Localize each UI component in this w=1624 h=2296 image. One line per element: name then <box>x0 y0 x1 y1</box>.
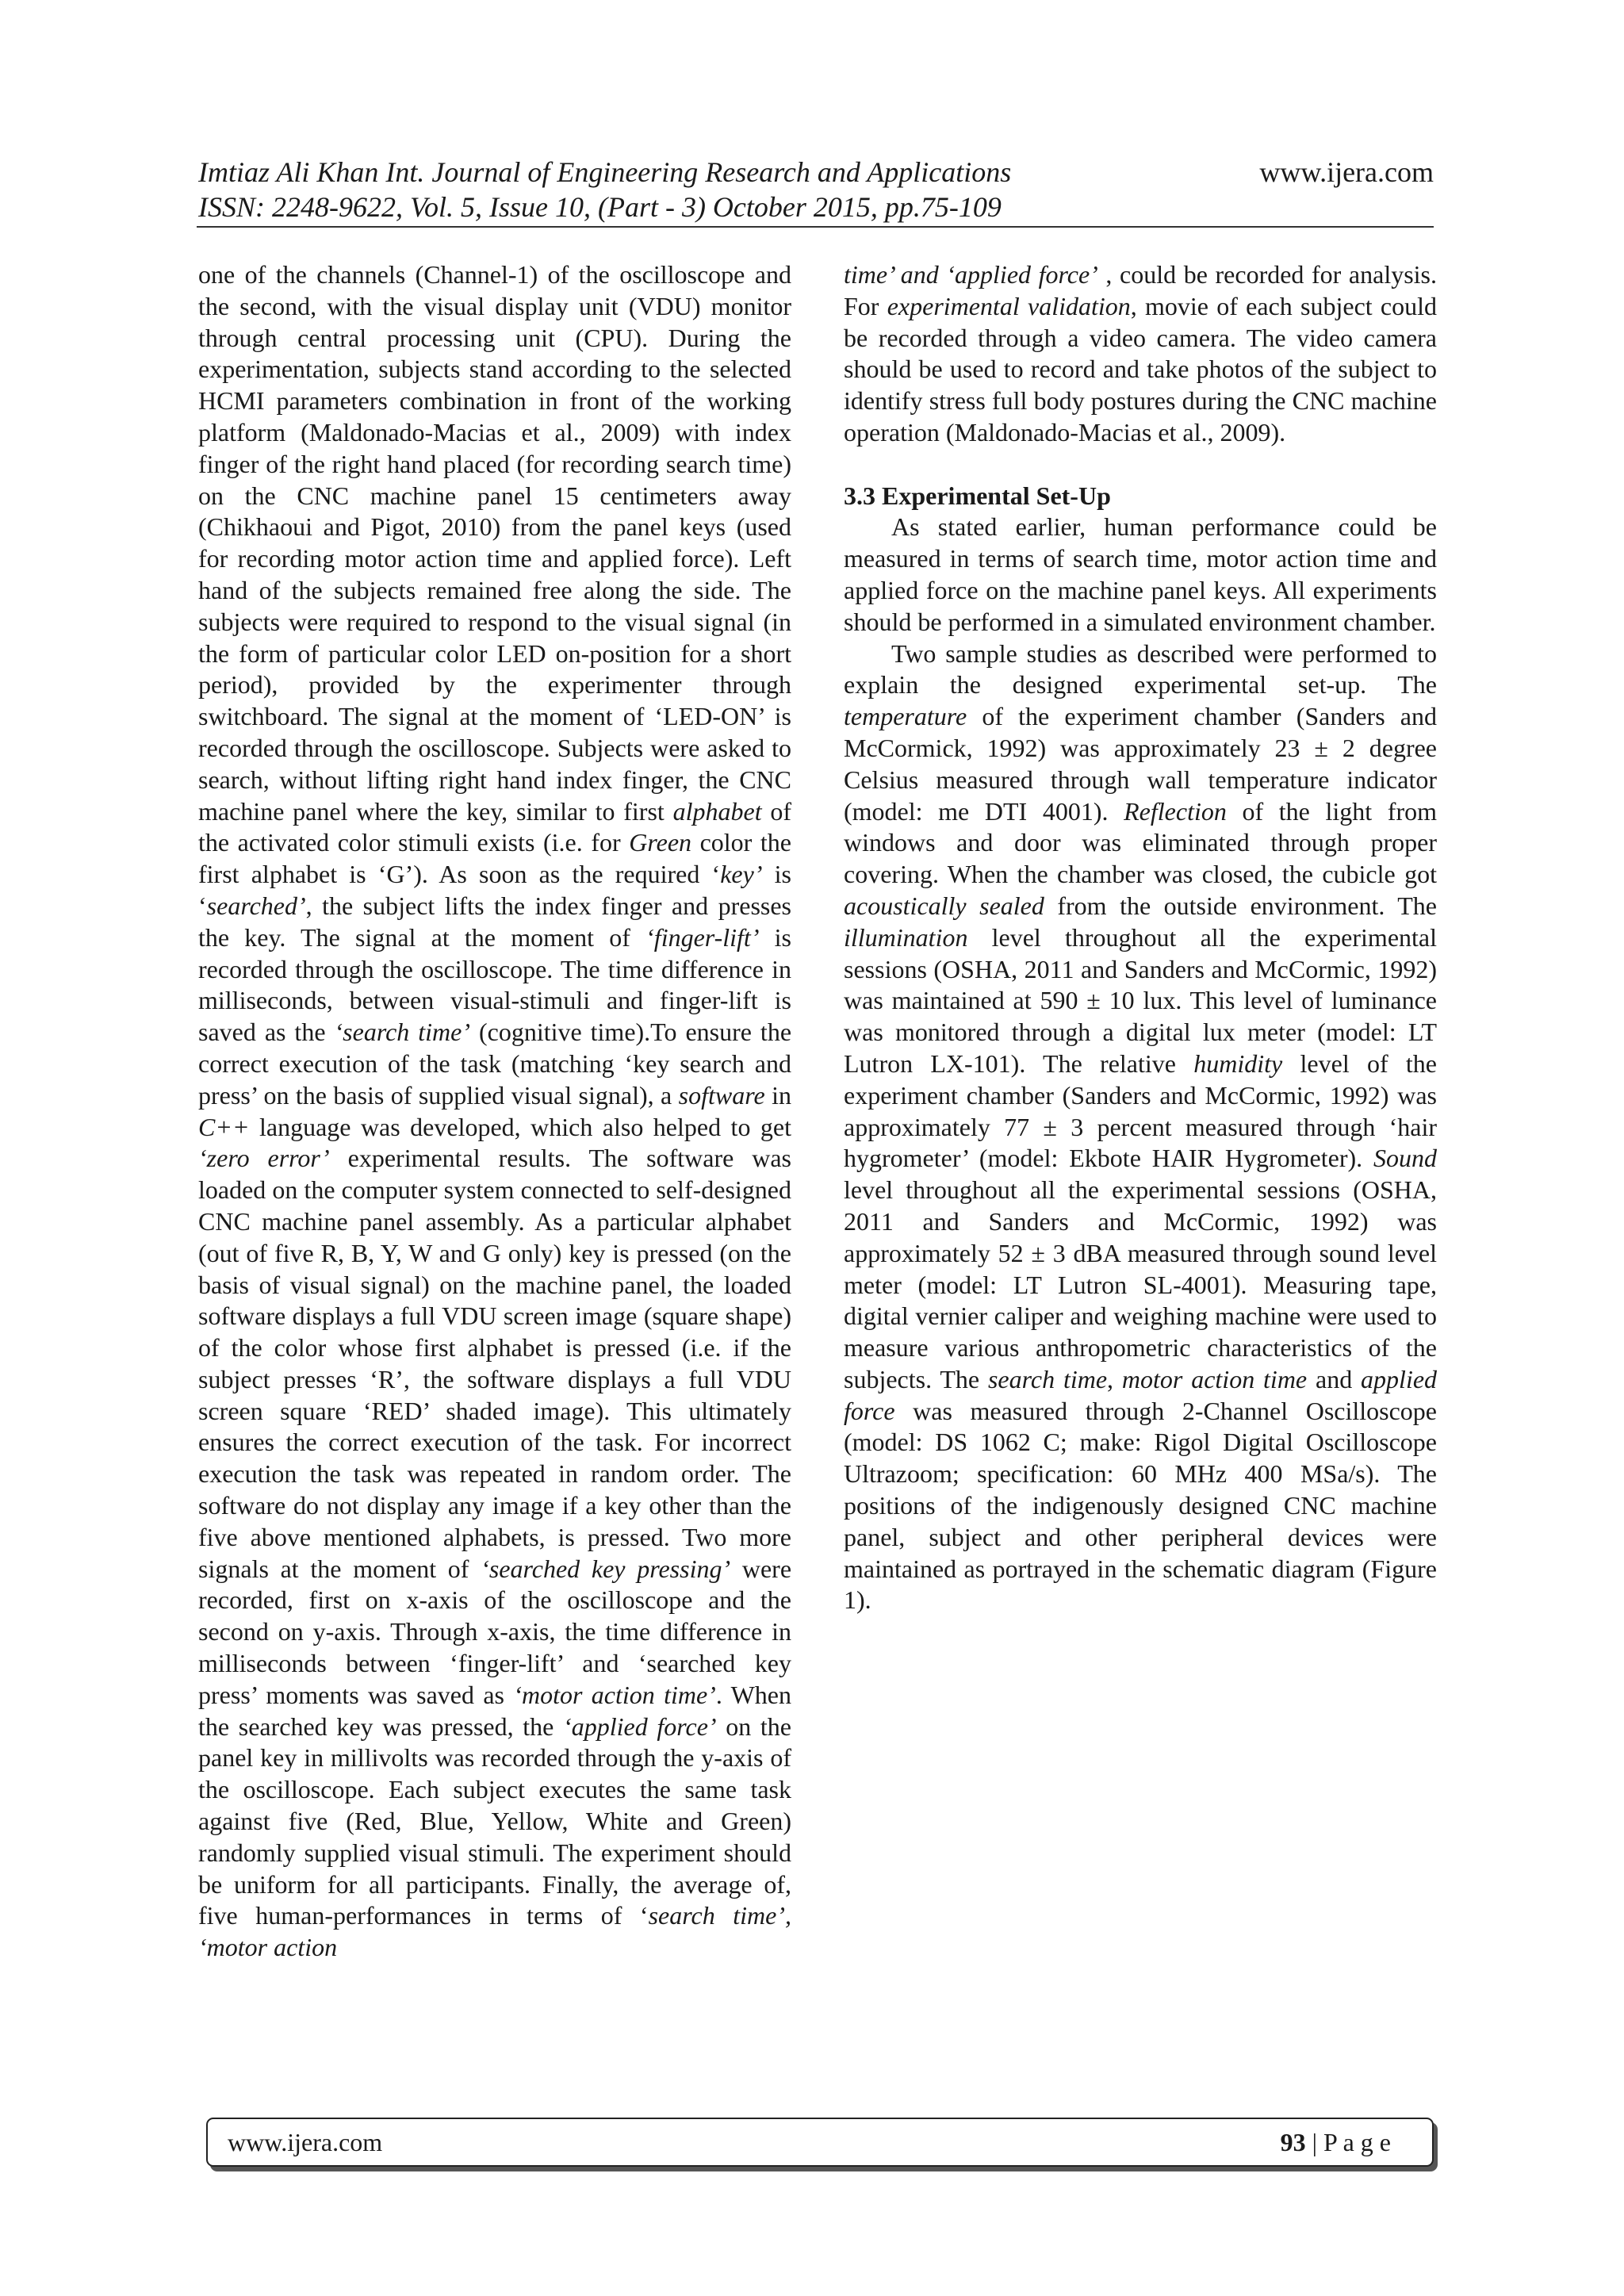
page-number-value: 93 <box>1280 2127 1306 2156</box>
italic-run: experimental validation <box>887 291 1131 320</box>
italic-run: motor action time <box>1121 1364 1308 1393</box>
text-run: level throughout all the experimental sessions (OSHA, 2011 and Sanders and McCormic, 1992) was approximately 52 ± 3 dBA measured through sound level meter (model: LT Lutron SL-4001). Measuring tape, digital vernier caliper and weighing machine were used to measure various anthropometric characteristics of the subjects. The <box>844 1175 1437 1393</box>
italic-run: searched’ <box>206 891 306 920</box>
italic-run: Sound <box>1373 1144 1437 1173</box>
header-divider <box>197 226 1434 228</box>
italic-run: alphabet <box>672 796 762 826</box>
right-paragraph-2 <box>844 512 1437 638</box>
italic-run: time’ and ‘applied force’ <box>844 260 1098 289</box>
text-run: was measured through 2-Channel Oscilloscope (model: DS 1062 C; make: Rigol Digital Oscilloscope Ultrazoom; specification: 60 MHz 400 MSa/s). The positions of the indigenously designed CNC machine panel, subject and other peripheral devices were maintained as portrayed in the schematic diagram (Figure 1). <box>844 1396 1437 1615</box>
page-footer <box>206 2118 1434 2167</box>
text-run: As stated earlier, human performance could be measured in terms of search time, motor action time and applied force on the machine panel keys. All experiments should be performed in a simulated environment chamber. <box>844 512 1437 636</box>
section-heading: 3.3 Experimental Set-Up <box>844 481 1111 510</box>
text-run: color the first alphabet is ‘G’). As soon as the required ‘ <box>198 828 792 889</box>
italic-run: C++ <box>198 1112 250 1141</box>
italic-run: ‘finger-lift’ <box>645 922 760 952</box>
text-run: of the experiment chamber (Sanders and McCormick, 1992) was approximately 23 ± 2 degree Celsius measured through wall temperature indicator (model: me DTI 4001). <box>844 702 1437 826</box>
text-run: in <box>764 1080 792 1110</box>
italic-run: applied force <box>844 1364 1438 1425</box>
italic-run: search time <box>987 1364 1108 1393</box>
left-paragraph <box>198 259 791 1964</box>
text-run: language was developed, which also helped to get <box>249 1112 791 1141</box>
italic-run: key’ <box>720 860 763 889</box>
left-column <box>198 259 791 1964</box>
italic-run: acoustically sealed <box>844 891 1044 920</box>
italic-run: ‘searched key pressing’ <box>481 1554 731 1583</box>
text-run: were recorded, first on x-axis of the oscilloscope and the second on y-axis. Through x-axis, the time difference in milliseconds between ‘finger-lift’ and ‘searched key press’ moments was saved as <box>198 1554 792 1709</box>
text-run: is recorded through the oscilloscope. The time difference in milliseconds, between visual-stimuli and finger-lift is saved as the <box>198 922 792 1047</box>
journal-citation-line: Imtiaz Ali Khan Int. Journal of Engineering Research and Applications <box>198 156 1012 188</box>
header-website: www.ijera.com <box>1259 156 1434 188</box>
italic-run: ‘applied force’ <box>563 1711 717 1741</box>
right-paragraph-3 <box>844 638 1437 1617</box>
italic-run: software <box>678 1080 765 1110</box>
text-run: and <box>1307 1364 1362 1393</box>
text-run: of the activated color stimuli exists (i.e. for <box>198 796 792 857</box>
text-run: Two sample studies as described were performed to explain the designed experimental set-up. The <box>844 638 1437 700</box>
right-paragraph-1 <box>844 259 1437 449</box>
italic-run: search time’, ‘motor action <box>198 1901 792 1962</box>
italic-run: ‘search time’ <box>334 1018 470 1047</box>
text-run: level throughout all the experimental sessions (OSHA, 2011 and Sanders and McCormic, 1992) was maintained at 590 ± 10 lux. This level of luminance was monitored through a digital lux meter (model: LT Lutron LX-101). The relative <box>844 922 1437 1078</box>
italic-run: ‘zero error’ <box>198 1144 330 1173</box>
text-run: of the light from windows and door was eliminated through proper covering. When the chamber was closed, the cubicle got <box>844 796 1437 889</box>
journal-header <box>198 155 1011 224</box>
page-label: | P a g e <box>1305 2127 1391 2156</box>
italic-run: humidity <box>1193 1048 1283 1078</box>
journal-issn-line: ISSN: 2248-9622, Vol. 5, Issue 10, (Part - 3) October 2015, pp.75-109 <box>198 191 1002 223</box>
text-run: , the subject lifts the index finger and presses the key. The signal at the moment of <box>198 891 791 952</box>
text-run: level of the experiment chamber (Sanders and McCormic, 1992) was approximately 77 ± 3 percent measured through ‘hair hygrometer’ (model: Ekbote HAIR Hygrometer). <box>844 1048 1438 1173</box>
footer-website: www.ijera.com <box>228 2127 383 2156</box>
text-run: from the outside environment. The <box>1044 891 1438 920</box>
italic-run: Green <box>629 828 692 857</box>
text-run: one of the channels (Channel-1) of the oscilloscope and the second, with the visual display unit (VDU) monitor through central processing unit (CPU). During the experimentation, subjects stand according to the selected HCMI parameters combination in front of the working platform (Maldonado-Macias et al., 2009) with index finger of the right hand placed (for recording search time) on the CNC machine panel 15 centimeters away (Chikhaoui and Pigot, 2010) from the panel keys (used for recording motor action time and applied force). Left hand of the subjects remained free along the side. The subjects were required to respond to the visual signal (in the form of particular color LED on-position for a short period), provided by the experimenter through switchboard. The signal at the moment of ‘LED-ON’ is recorded through the oscilloscope. Subjects were asked to search, without lifting right hand index finger, the CNC machine panel where the key, similar to first <box>198 260 791 826</box>
text-run: (cognitive time).To ensure the correct execution of the task (matching ‘key search and press’ on the basis of supplied visual signal), a <box>198 1018 792 1110</box>
text-run: experimental results. The software was loaded on the computer system connected to self-designed CNC machine panel assembly. As a particular alphabet (out of five R, B, Y, W and G only) key is pressed (on the basis of visual signal) on the machine panel, the loaded software displays a full VDU screen image (square shape) of the color whose first alphabet is pressed (i.e. if the subject presses ‘R’, the software displays a full VDU screen square ‘RED’ shaded image). This ultimately ensures the correct execution of the task. For incorrect execution the task was repeated in random order. The software do not display any image if a key other than the five above mentioned alphabets, is pressed. Two more signals at the moment of <box>198 1144 792 1583</box>
text-run: on the panel key in millivolts was recorded through the y-axis of the oscilloscope. Each subject executes the same task against five (Red, Blue, Yellow, White and Green) randomly supplied visual stimuli. The experiment should be uniform for all participants. Finally, the average of, five human-performances in terms of ‘ <box>198 1711 792 1930</box>
text-run: is ‘ <box>198 860 792 920</box>
text-run: , movie of each subject could be recorded through a video camera. The video camera should be used to record and take photos of the subject to identify stress full body postures during the CNC machine operation (Maldonado-Macias et al., 2009). <box>844 291 1437 447</box>
text-run: , could be recorded for analysis. For <box>844 260 1438 320</box>
text-run: , <box>1107 1364 1122 1393</box>
text-run: . When the searched key was pressed, the <box>198 1680 792 1741</box>
italic-run: Reflection <box>1124 796 1227 826</box>
right-column <box>844 259 1437 1616</box>
italic-run: illumination <box>844 922 968 952</box>
italic-run: temperature <box>844 702 967 731</box>
italic-run: ‘motor action time’ <box>513 1680 716 1709</box>
page-number <box>1281 2128 1391 2157</box>
